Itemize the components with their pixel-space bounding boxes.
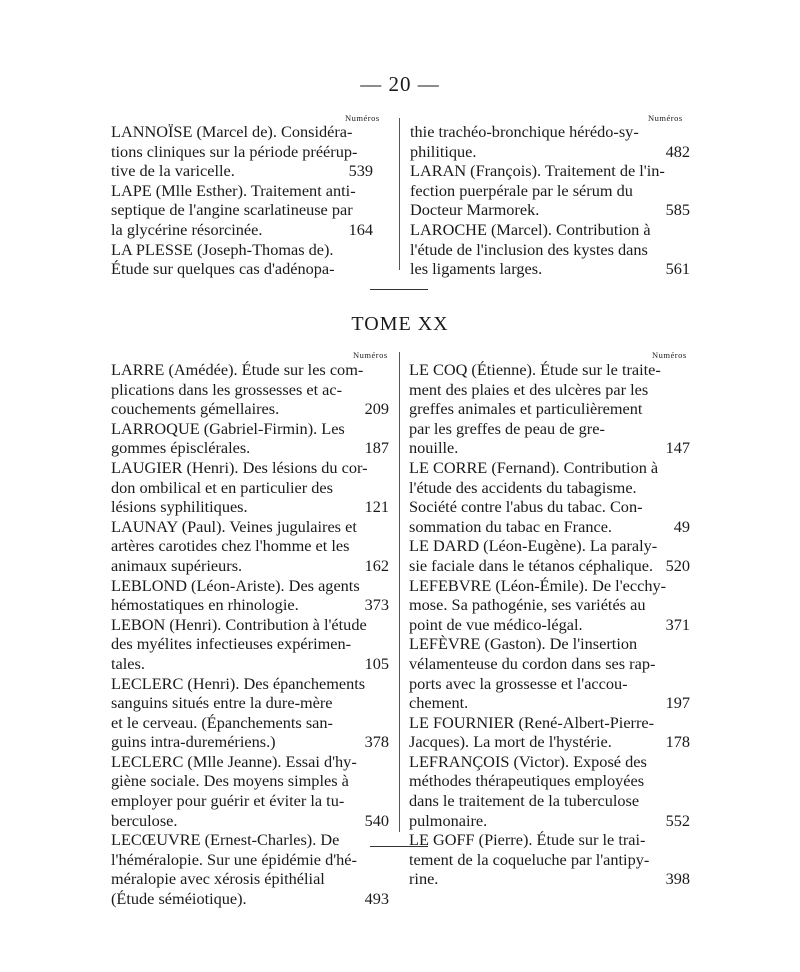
index-line [409,693,690,713]
entry-text: les ligaments larges. [410,259,543,279]
entry-text: chement. [409,693,469,713]
index-column-bottom-left [111,360,389,909]
index-line [111,869,389,889]
entry-text: Société contre l'abus du tabac. Con- [409,497,643,517]
entry-number [684,771,690,791]
index-line [111,399,389,419]
entry-text: tions cliniques sur la période préérup- [111,141,358,161]
index-line [409,654,690,674]
entry-number [684,576,690,596]
entry-text: et le cerveau. (Épanchements san- [111,712,333,732]
entry-text: animaux supérieurs. [111,555,243,575]
index-line [111,536,389,556]
entry-number [383,517,389,537]
index-line [409,419,690,439]
entry-number [684,161,690,181]
index-line [410,181,690,201]
index-line [409,850,690,870]
entry-number [383,869,389,889]
entry-number [383,458,389,478]
entry-number [684,752,690,772]
entry-number: 552 [665,810,690,830]
entry-number [684,850,690,870]
entry-number: 378 [364,732,389,752]
entry-number [684,674,690,694]
index-line [409,771,690,791]
entry-number [684,458,690,478]
index-line [409,811,690,831]
index-line [111,634,389,654]
index-line [409,732,690,752]
index-line [409,438,690,458]
entry-number: 398 [665,869,690,889]
entry-number: 371 [665,614,690,634]
entry-text: employer pour guérir et éviter la tu- [111,791,345,811]
index-line [409,634,690,654]
index-line [111,811,389,831]
index-line [111,478,389,498]
entry-number [367,200,373,220]
index-line [410,240,690,260]
entry-text: tales. [111,653,145,673]
index-line [111,830,389,850]
entry-text: LE CORRE (Fernand). Contribution à [409,457,659,477]
entry-text: don ombilical et en particulier des [111,477,333,497]
index-line [111,752,389,772]
entry-text: philitique. [410,141,477,161]
entry-text: la glycérine résorcinée. [111,219,263,239]
entry-number [383,674,389,694]
entry-number [684,419,690,439]
index-line [111,850,389,870]
numeros-header-top-right: Numéros [648,113,683,123]
entry-number [684,536,690,556]
index-line [410,142,690,162]
entry-number [684,380,690,400]
entry-number [383,478,389,498]
index-line [409,556,690,576]
index-line [111,674,389,694]
index-line [409,830,690,850]
entry-number: 121 [364,497,389,517]
entry-number [684,181,690,201]
entry-number [383,752,389,772]
entry-number: 178 [665,732,690,752]
index-line [410,220,690,240]
index-line [111,360,389,380]
entry-number [684,497,690,517]
entry-number: 49 [673,516,690,536]
entry-text: gommes épisclérales. [111,438,251,458]
entry-number [367,259,373,279]
entry-text: fection puerpérale par le sérum du [410,180,633,200]
index-line [111,576,389,596]
entry-text: lésions syphilitiques. [111,497,248,517]
index-column-top-left [111,122,373,279]
entry-number: 561 [665,259,690,279]
entry-number [684,122,690,142]
entry-number [684,595,690,615]
column-divider-top [399,118,400,270]
entry-text: LE DARD (Léon-Eugène). La paraly- [409,536,658,556]
entry-text: tive de la varicelle. [111,161,235,181]
entry-text: Étude sur quelques cas d'adénopa- [111,259,335,279]
entry-number: 520 [665,555,690,575]
entry-number [383,771,389,791]
entry-number [367,122,373,142]
entry-text: LARRE (Amédée). Étude sur les com- [111,360,364,379]
index-line [409,360,690,380]
entry-text: nouille. [409,438,459,458]
entry-text: LECŒUVRE (Ernest-Charles). De [111,830,340,850]
entry-text: LEBLOND (Léon-Ariste). Des agents [111,575,360,595]
index-line [409,497,690,517]
index-line [409,615,690,635]
index-line [111,693,389,713]
entry-number [367,240,373,260]
entry-text: LEFÈVRE (Gaston). De l'insertion [409,634,638,654]
entry-text: LE FOURNIER (René-Albert-Pierre- [409,712,655,732]
entry-text: l'étude des accidents du tabagisme. [409,477,637,497]
entry-number [367,181,373,201]
index-line [409,674,690,694]
index-line [111,220,373,240]
entry-number [383,360,389,380]
entry-text: berculose. [111,810,178,830]
section-separator-bottom [370,846,428,847]
index-line [111,615,389,635]
index-column-bottom-right [409,360,690,889]
entry-text: thie trachéo-bronchique hérédo-sy- [410,122,639,141]
entry-text: LEFRANÇOIS (Victor). Exposé des [409,751,647,771]
entry-text: (Étude séméiotique). [111,889,247,909]
index-line [111,889,389,909]
entry-number [684,399,690,419]
entry-text: Docteur Marmorek. [410,200,540,220]
entry-text: l'héméralopie. Sur une épidémie d'hé- [111,849,357,869]
entry-text: hémostatiques en rhinologie. [111,595,299,615]
entry-text: septique de l'angine scarlatineuse par [111,200,353,220]
index-column-top-right [410,122,690,279]
numeros-header-bottom-left: Numéros [353,350,388,360]
entry-number [383,791,389,811]
index-line [111,771,389,791]
entry-text: ment des plaies et des ulcères par les [409,379,649,399]
entry-number [367,142,373,162]
entry-number [684,713,690,733]
entry-text: dans le traitement de la tuberculose [409,791,640,811]
index-line [111,556,389,576]
index-line [111,713,389,733]
index-line [409,458,690,478]
entry-number: 187 [364,438,389,458]
entry-number [383,693,389,713]
entry-text: mose. Sa pathogénie, ses variétés au [409,595,646,615]
index-line [111,380,389,400]
entry-text: couchements gémellaires. [111,399,280,419]
entry-text: artères carotides chez l'homme et les [111,536,350,556]
column-divider-bottom [399,352,400,832]
index-line [410,200,690,220]
index-line [111,438,389,458]
index-line [111,259,373,279]
entry-number [383,615,389,635]
numeros-header-top-left: Numéros [345,113,380,123]
entry-text: tement de la coqueluche par l'antipy- [409,849,650,869]
entry-text: guins intra-duremériens.) [111,732,276,752]
entry-text: LANNOÏSE (Marcel de). Considéra- [111,122,353,141]
entry-number [684,654,690,674]
numeros-header-bottom-right: Numéros [652,350,687,360]
entry-text: méthodes thérapeutiques employées [409,771,645,791]
entry-text: ports avec la grossesse et l'accou- [409,673,628,693]
index-line [111,654,389,674]
tome-title: TOME XX [351,313,449,335]
index-line [111,517,389,537]
entry-number: 209 [364,399,389,419]
index-line [111,419,389,439]
entry-text: plications dans les grossesses et ac- [111,379,343,399]
index-line [111,791,389,811]
index-line [409,478,690,498]
index-line [111,161,373,181]
entry-text: LECLERC (Mlle Jeanne). Essai d'hy- [111,751,357,771]
entry-text: LAROCHE (Marcel). Contribution à [410,219,651,239]
page-number: — 20 — [360,72,440,96]
entry-text: rine. [409,869,439,889]
entry-text: greffes animales et particulièrement [409,399,643,419]
entry-number [383,576,389,596]
index-line [111,200,373,220]
entry-number [383,634,389,654]
entry-text: Jacques). La mort de l'hystérie. [409,732,612,752]
entry-text: LECLERC (Henri). Des épanchements [111,673,366,693]
section-separator-top [370,289,428,290]
entry-text: giène sociale. Des moyens simples à [111,771,349,791]
entry-number: 147 [665,438,690,458]
entry-number [684,791,690,811]
entry-text: sanguins situés entre la dure-mère [111,693,333,713]
index-line [111,595,389,615]
entry-text: sie faciale dans le tétanos céphalique. [409,555,654,575]
index-line [409,380,690,400]
entry-number [684,634,690,654]
entry-text: LARAN (François). Traitement de l'in- [410,161,665,181]
entry-text: méralopie avec xérosis épithélial [111,869,325,889]
index-line [111,732,389,752]
entry-text: par les greffes de peau de gre- [409,418,605,438]
index-line [410,122,690,142]
index-line [409,791,690,811]
entry-number [684,478,690,498]
entry-text: LEFEBVRE (Léon-Émile). De l'ecchy- [409,575,667,595]
entry-text: pulmonaire. [409,810,488,830]
entry-number [383,713,389,733]
entry-number: 493 [364,889,389,909]
entry-text: LA PLESSE (Joseph-Thomas de). [111,239,334,259]
index-line [111,142,373,162]
entry-number [383,850,389,870]
index-line [111,122,373,142]
entry-text: LEBON (Henri). Contribution à l'étude [111,614,367,634]
entry-text: l'étude de l'inclusion des kystes dans [410,239,648,259]
index-line [409,869,690,889]
entry-text: point de vue médico-légal. [409,614,583,634]
entry-number: 373 [364,595,389,615]
entry-text: vélamenteuse du cordon dans ses rap- [409,653,656,673]
index-line [111,240,373,260]
entry-number [383,536,389,556]
entry-text: sommation du tabac en France. [409,516,612,536]
index-line [409,536,690,556]
entry-number: 482 [665,141,690,161]
index-line [409,595,690,615]
entry-number: 164 [348,219,373,239]
entry-text: LE GOFF (Pierre). Étude sur le trai- [409,830,646,850]
index-line [409,399,690,419]
entry-text: LE COQ (Étienne). Étude sur le traite- [409,360,661,379]
entry-text: LAUNAY (Paul). Veines jugulaires et [111,516,357,536]
entry-number: 539 [348,161,373,181]
entry-text: LARROQUE (Gabriel-Firmin). Les [111,418,345,438]
entry-number: 105 [364,653,389,673]
entry-number [684,360,690,380]
entry-number [684,220,690,240]
index-line [410,259,690,279]
index-line [111,497,389,517]
entry-number [383,380,389,400]
index-line [409,517,690,537]
entry-number: 585 [665,200,690,220]
index-line [410,161,690,181]
entry-text: des myélites infectieuses expérimen- [111,634,352,654]
entry-text: LAUGIER (Henri). Des lésions du cor- [111,457,368,477]
entry-number [684,830,690,850]
entry-number [383,419,389,439]
index-line [409,713,690,733]
entry-number: 540 [364,810,389,830]
entry-number: 162 [364,555,389,575]
index-line [111,181,373,201]
index-line [409,752,690,772]
entry-number [684,240,690,260]
index-line [111,458,389,478]
entry-number: 197 [665,693,690,713]
entry-text: LAPE (Mlle Esther). Traitement anti- [111,180,356,200]
index-line [409,576,690,596]
